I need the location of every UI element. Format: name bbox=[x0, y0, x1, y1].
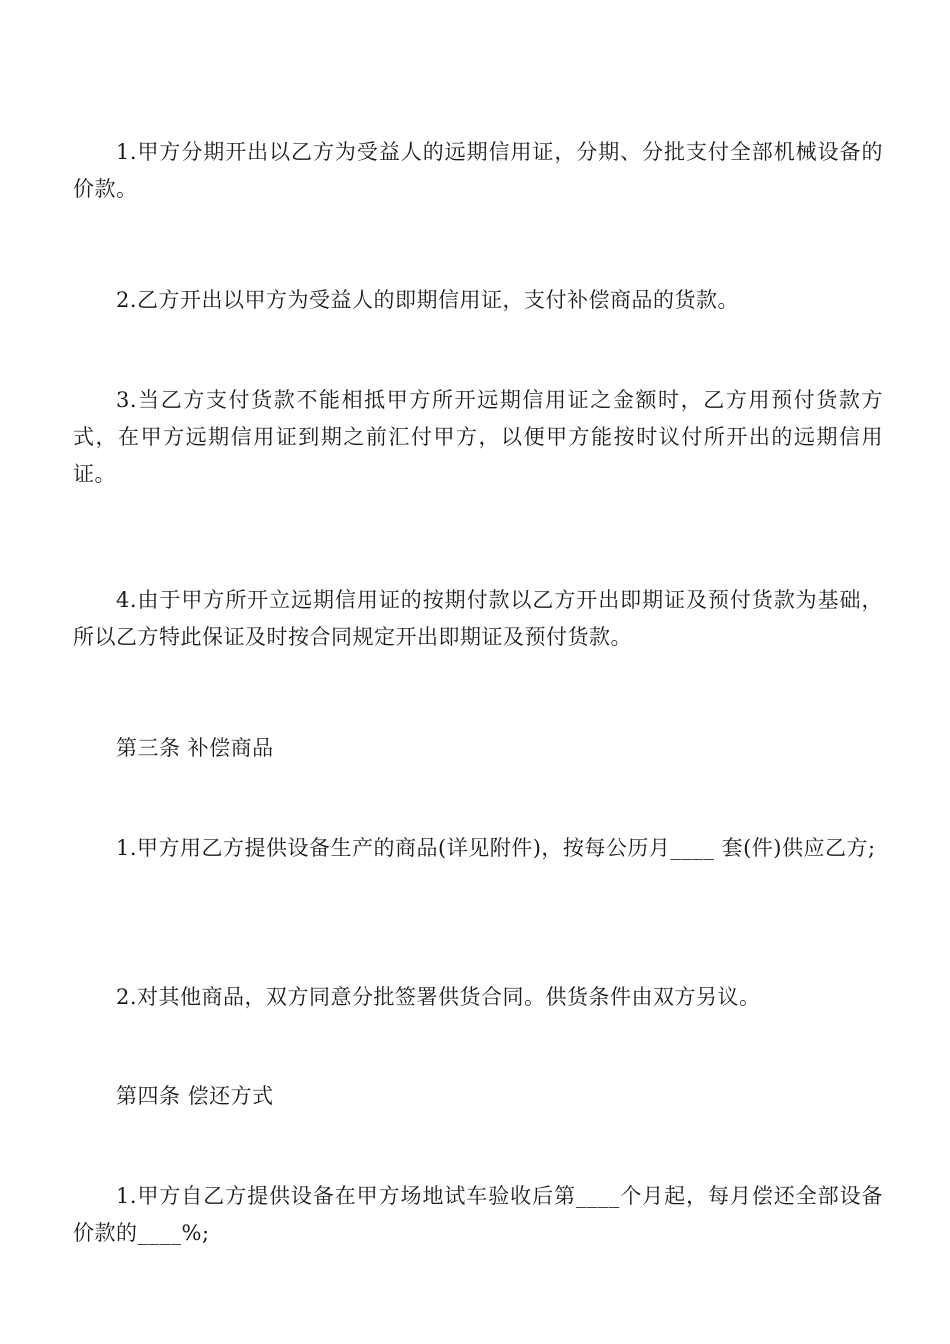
paragraph-3: 3.当乙方支付货款不能相抵甲方所开远期信用证之金额时，乙方用预付货款方式，在甲方远期信用证到期之前汇付甲方，以便甲方能按时议付所开出的远期信用证。 bbox=[73, 388, 883, 486]
article-3-heading: 第三条 补偿商品 bbox=[116, 736, 274, 760]
article-4-heading: 第四条 偿还方式 bbox=[116, 1084, 274, 1108]
paragraph-2: 2.乙方开出以甲方为受益人的即期信用证，支付补偿商品的货款。 bbox=[116, 288, 740, 312]
article-4-item-1: 1.甲方自乙方提供设备在甲方场地试车验收后第____个月起，每月偿还全部设备价款的____%; bbox=[73, 1184, 883, 1245]
paragraph-1: 1.甲方分期开出以乙方为受益人的远期信用证，分期、分批支付全部机械设备的价款。 bbox=[73, 140, 883, 201]
article-3-item-1: 1.甲方用乙方提供设备生产的商品(详见附件)，按每公历月____ 套(件)供应乙方; bbox=[116, 836, 876, 860]
paragraph-4: 4.由于甲方所开立远期信用证的按期付款以乙方开出即期证及预付货款为基础，所以乙方特此保证及时按合同规定开出即期证及预付货款。 bbox=[73, 588, 883, 649]
article-3-item-2: 2.对其他商品，双方同意分批签署供货合同。供货条件由双方另议。 bbox=[116, 985, 761, 1009]
